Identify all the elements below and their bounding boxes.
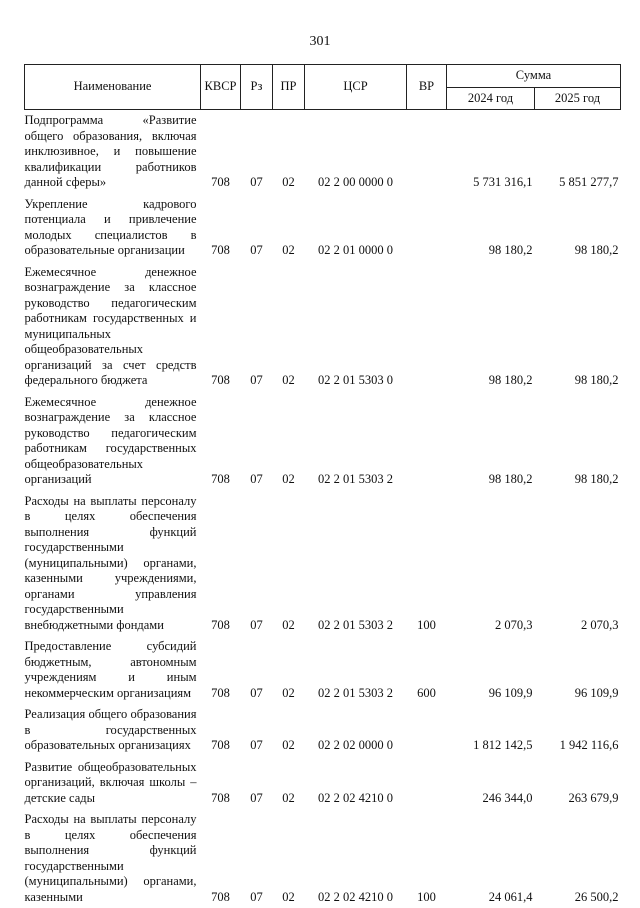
table-row	[25, 757, 621, 810]
table-row	[25, 262, 621, 392]
cell-2024: 98 180,2	[447, 194, 535, 262]
cell-vr	[407, 194, 447, 262]
header-vr: ВР	[407, 65, 447, 110]
cell-csr: 02 2 01 5303 0	[305, 262, 407, 392]
cell-rz: 07	[241, 262, 273, 392]
cell-kvsr: 708	[201, 491, 241, 637]
cell-rz: 07	[241, 110, 273, 194]
cell-2025: 2 070,3	[535, 491, 621, 637]
cell-kvsr: 708	[201, 757, 241, 810]
header-year-2024: 2024 год	[447, 88, 535, 110]
budget-table	[24, 64, 621, 908]
table-row	[25, 636, 621, 704]
cell-csr: 02 2 01 0000 0	[305, 194, 407, 262]
cell-pr: 02	[273, 262, 305, 392]
cell-rz: 07	[241, 392, 273, 491]
cell-rz: 07	[241, 704, 273, 757]
cell-2025: 98 180,2	[535, 262, 621, 392]
table-header	[25, 65, 621, 110]
cell-name: Расходы на выплаты персоналу в целях обеспечения выполнения функций государственными (муниципальными) органами, казенными	[25, 809, 201, 908]
cell-2025: 98 180,2	[535, 392, 621, 491]
cell-name: Предоставление субсидий бюджетным, автономным учреждениям и иным некоммерческим организациям	[25, 636, 201, 704]
cell-2024: 98 180,2	[447, 262, 535, 392]
cell-rz: 07	[241, 757, 273, 810]
cell-2024: 5 731 316,1	[447, 110, 535, 194]
cell-vr	[407, 110, 447, 194]
cell-2024: 1 812 142,5	[447, 704, 535, 757]
cell-name: Укрепление кадрового потенциала и привлечение молодых специалистов в образовательные организации	[25, 194, 201, 262]
cell-pr: 02	[273, 809, 305, 908]
cell-2025: 26 500,2	[535, 809, 621, 908]
cell-csr: 02 2 02 4210 0	[305, 757, 407, 810]
cell-vr: 600	[407, 636, 447, 704]
cell-name: Расходы на выплаты персоналу в целях обеспечения выполнения функций государственными (муниципальными) органами, казенными учреждениями, органами управления государственными внебюджетными фондами	[25, 491, 201, 637]
table-row	[25, 194, 621, 262]
cell-kvsr: 708	[201, 110, 241, 194]
table-row	[25, 110, 621, 194]
cell-name: Ежемесячное денежное вознаграждение за классное руководство педагогическим работникам государственных общеобразовательных организаций	[25, 392, 201, 491]
cell-2024: 96 109,9	[447, 636, 535, 704]
header-csr: ЦСР	[305, 65, 407, 110]
cell-name: Ежемесячное денежное вознаграждение за классное руководство педагогическим работникам государственных и муниципальных общеобразовательных организаций за счет средств федерального бюджета	[25, 262, 201, 392]
cell-kvsr: 708	[201, 704, 241, 757]
cell-kvsr: 708	[201, 262, 241, 392]
cell-csr: 02 2 01 5303 2	[305, 491, 407, 637]
cell-csr: 02 2 00 0000 0	[305, 110, 407, 194]
cell-vr	[407, 757, 447, 810]
cell-2025: 98 180,2	[535, 194, 621, 262]
table-row	[25, 704, 621, 757]
cell-2025: 263 679,9	[535, 757, 621, 810]
cell-csr: 02 2 02 0000 0	[305, 704, 407, 757]
header-kvsr: КВСР	[201, 65, 241, 110]
cell-2024: 246 344,0	[447, 757, 535, 810]
header-year-2025: 2025 год	[535, 88, 621, 110]
cell-kvsr: 708	[201, 636, 241, 704]
page-number: 301	[0, 34, 640, 50]
cell-rz: 07	[241, 809, 273, 908]
cell-vr	[407, 392, 447, 491]
cell-name: Реализация общего образования в государственных образовательных организациях	[25, 704, 201, 757]
header-name: Наименование	[25, 65, 201, 110]
cell-2024: 98 180,2	[447, 392, 535, 491]
cell-rz: 07	[241, 194, 273, 262]
cell-pr: 02	[273, 392, 305, 491]
header-pr: ПР	[273, 65, 305, 110]
cell-vr: 100	[407, 491, 447, 637]
header-sum: Сумма	[447, 65, 621, 88]
cell-vr	[407, 704, 447, 757]
cell-csr: 02 2 01 5303 2	[305, 636, 407, 704]
cell-vr	[407, 262, 447, 392]
cell-pr: 02	[273, 704, 305, 757]
header-rz: Рз	[241, 65, 273, 110]
cell-2025: 1 942 116,6	[535, 704, 621, 757]
cell-2024: 24 061,4	[447, 809, 535, 908]
table-row	[25, 491, 621, 637]
cell-pr: 02	[273, 636, 305, 704]
cell-name: Развитие общеобразовательных организаций, включая школы – детские сады	[25, 757, 201, 810]
table-row	[25, 809, 621, 908]
cell-2025: 96 109,9	[535, 636, 621, 704]
cell-rz: 07	[241, 636, 273, 704]
cell-2025: 5 851 277,7	[535, 110, 621, 194]
cell-2024: 2 070,3	[447, 491, 535, 637]
table-body	[25, 110, 621, 908]
cell-pr: 02	[273, 757, 305, 810]
cell-name: Подпрограмма «Развитие общего образования, включая инклюзивное, и повышение квалификации работников данной сферы»	[25, 110, 201, 194]
cell-pr: 02	[273, 491, 305, 637]
cell-kvsr: 708	[201, 194, 241, 262]
cell-kvsr: 708	[201, 392, 241, 491]
cell-pr: 02	[273, 110, 305, 194]
cell-kvsr: 708	[201, 809, 241, 908]
cell-rz: 07	[241, 491, 273, 637]
cell-csr: 02 2 02 4210 0	[305, 809, 407, 908]
table-row	[25, 392, 621, 491]
cell-pr: 02	[273, 194, 305, 262]
cell-vr: 100	[407, 809, 447, 908]
cell-csr: 02 2 01 5303 2	[305, 392, 407, 491]
